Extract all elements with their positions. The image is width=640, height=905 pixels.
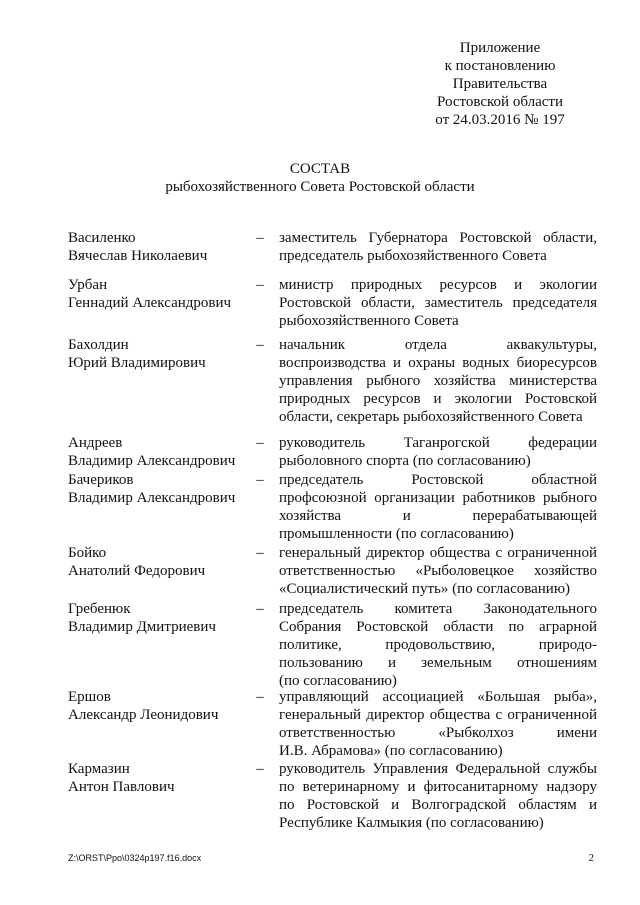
- member-name: [68, 471, 248, 507]
- member-surname: Урбан: [68, 277, 108, 293]
- role-line: «Социалистический путь» (по согласованию): [279, 581, 571, 597]
- role-line: председатель Ростовской областной: [279, 472, 597, 488]
- role-line: природных ресурсов и экологии Ростовской: [279, 391, 597, 407]
- member-given-name: Владимир Дмитриевич: [68, 619, 216, 635]
- document-title: [0, 160, 640, 196]
- role-line: председатель комитета Законодательного: [279, 601, 597, 617]
- member-role: [279, 600, 597, 690]
- member-given-name: Вячеслав Николаевич: [68, 248, 208, 264]
- role-line: И.В. Абрамова» (по согласованию): [279, 743, 503, 759]
- member-role: [279, 276, 597, 330]
- role-line: профсоюзной организации работников рыбного: [279, 490, 597, 506]
- role-line: председатель рыбохозяйственного Совета: [279, 248, 547, 264]
- role-line: политике, продовольствию, природо-: [279, 637, 597, 653]
- member-name: [68, 276, 248, 312]
- member-role: [279, 336, 597, 426]
- role-line: начальник отдела аквакультуры,: [279, 337, 597, 353]
- role-line: ответственностью «Рыболовецкое хозяйство: [279, 563, 597, 579]
- role-line: рыболовного спорта (по согласованию): [279, 453, 531, 469]
- role-line: генеральный директор общества с ограниченной: [279, 707, 597, 723]
- member-surname: Андреев: [68, 435, 123, 451]
- member-role: [279, 688, 597, 760]
- member-role: [279, 760, 597, 832]
- page-number: 2: [588, 852, 594, 864]
- member-given-name: Юрий Владимирович: [68, 355, 206, 371]
- role-line: Ростовской области, заместитель председателя: [279, 295, 597, 311]
- member-name: [68, 336, 248, 372]
- title-subheading: рыбохозяйственного Совета Ростовской области: [165, 179, 475, 195]
- role-line: руководитель Таганрогской федерации: [279, 435, 597, 451]
- member-surname: Ершов: [68, 689, 111, 705]
- role-line: (по согласованию): [279, 673, 397, 689]
- separator-dash: –: [256, 337, 264, 353]
- role-line: пользованию и земельным отношениям: [279, 655, 597, 671]
- role-line: заместитель Губернатора Ростовской области,: [279, 230, 597, 246]
- member-given-name: Александр Леонидович: [68, 707, 219, 723]
- role-line: по ветеринарному и фитосанитарному надзору: [279, 779, 597, 795]
- appendix-block: [420, 39, 580, 129]
- footer-file-path: Z:\ORST\Ppo\0324p197.f16.docx: [68, 853, 202, 863]
- separator-dash: –: [256, 689, 264, 705]
- member-surname: Гребенюк: [68, 601, 131, 617]
- member-role: [279, 471, 597, 543]
- member-surname: Бойко: [68, 545, 107, 561]
- role-line: по Ростовской и Волгоградской областям и: [279, 797, 597, 813]
- member-given-name: Владимир Александрович: [68, 490, 236, 506]
- member-given-name: Владимир Александрович: [68, 453, 236, 469]
- separator-dash: –: [256, 545, 264, 561]
- separator-dash: –: [256, 761, 264, 777]
- member-given-name: Антон Павлович: [68, 779, 175, 795]
- member-name: [68, 544, 248, 580]
- role-line: промышленности (по согласованию): [279, 526, 514, 542]
- role-line: управляющий ассоциацией «Большая рыба»,: [279, 689, 597, 705]
- member-name: [68, 434, 248, 470]
- member-surname: Василенко: [68, 230, 136, 246]
- member-name: [68, 600, 248, 636]
- role-line: управления рыбного хозяйства министерства: [279, 373, 597, 389]
- role-line: хозяйства и перерабатывающей: [279, 508, 597, 524]
- role-line: рыбохозяйственного Совета: [279, 313, 459, 329]
- role-line: воспроизводства и охраны водных биоресурсов: [279, 355, 597, 371]
- appendix-line: к постановлению: [444, 58, 556, 74]
- role-line: ответственностью «Рыбколхоз имени: [279, 725, 597, 741]
- appendix-line: Правительства: [452, 76, 548, 92]
- role-line: Собрания Ростовской области по аграрной: [279, 619, 597, 635]
- appendix-line: Ростовской области: [437, 94, 563, 110]
- role-line: Республике Калмыкия (по согласованию): [279, 815, 544, 831]
- appendix-line: от 24.03.2016 № 197: [435, 112, 565, 128]
- member-given-name: Геннадий Александрович: [68, 295, 232, 311]
- member-surname: Бачериков: [68, 472, 134, 488]
- separator-dash: –: [256, 472, 264, 488]
- role-line: руководитель Управления Федеральной службы: [279, 761, 597, 777]
- title-heading: СОСТАВ: [289, 161, 351, 177]
- member-surname: Кармазин: [68, 761, 130, 777]
- separator-dash: –: [256, 277, 264, 293]
- member-role: [279, 544, 597, 598]
- member-role: [279, 229, 597, 265]
- member-role: [279, 434, 597, 470]
- separator-dash: –: [256, 230, 264, 246]
- separator-dash: –: [256, 601, 264, 617]
- role-line: генеральный директор общества с ограниченной: [279, 545, 597, 561]
- role-line: министр природных ресурсов и экологии: [279, 277, 597, 293]
- member-given-name: Анатолий Федорович: [68, 563, 206, 579]
- member-name: [68, 688, 248, 724]
- member-name: [68, 760, 248, 796]
- role-line: области, секретарь рыбохозяйственного Совета: [279, 409, 583, 425]
- separator-dash: –: [256, 435, 264, 451]
- appendix-line: Приложение: [459, 40, 541, 56]
- member-name: [68, 229, 248, 265]
- member-surname: Бахолдин: [68, 337, 129, 353]
